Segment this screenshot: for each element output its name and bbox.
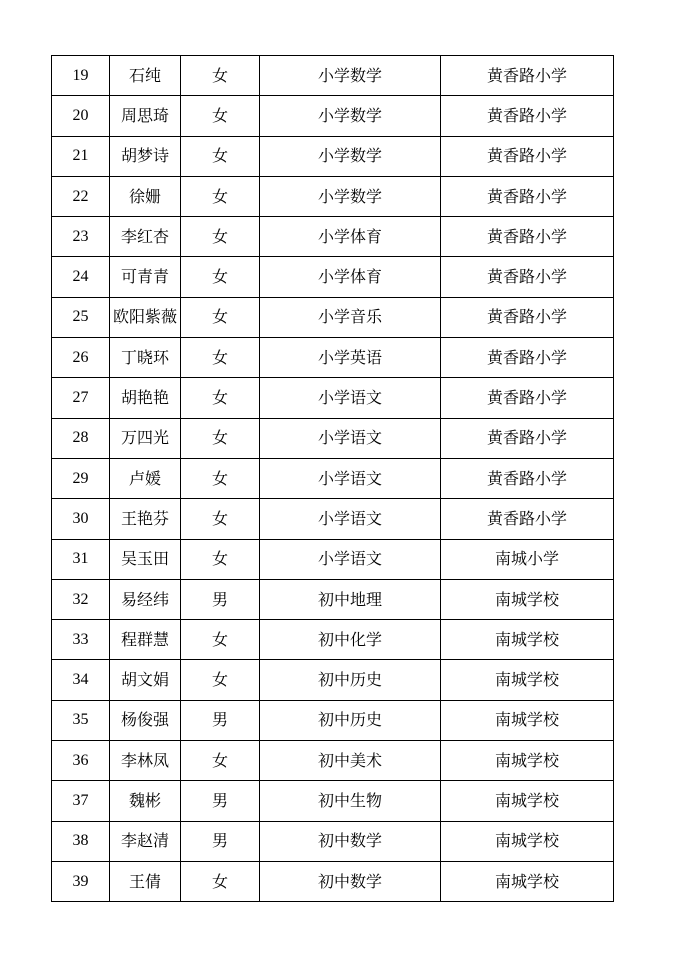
table-row bbox=[52, 257, 614, 297]
cell-number: 39 bbox=[52, 861, 110, 901]
cell-name: 万四光 bbox=[110, 418, 181, 458]
cell-school: 黄香路小学 bbox=[441, 458, 614, 498]
table-row bbox=[52, 96, 614, 136]
cell-name: 程群慧 bbox=[110, 620, 181, 660]
cell-number: 26 bbox=[52, 338, 110, 378]
table-row bbox=[52, 821, 614, 861]
cell-school: 南城学校 bbox=[441, 700, 614, 740]
cell-name: 王倩 bbox=[110, 861, 181, 901]
cell-number: 23 bbox=[52, 217, 110, 257]
cell-school: 南城学校 bbox=[441, 781, 614, 821]
cell-number: 29 bbox=[52, 458, 110, 498]
cell-school: 黄香路小学 bbox=[441, 499, 614, 539]
cell-gender: 女 bbox=[181, 378, 260, 418]
table-row bbox=[52, 539, 614, 579]
cell-name: 李林凤 bbox=[110, 741, 181, 781]
cell-name: 周思琦 bbox=[110, 96, 181, 136]
cell-number: 30 bbox=[52, 499, 110, 539]
cell-subject: 初中数学 bbox=[260, 861, 441, 901]
cell-subject: 小学数学 bbox=[260, 56, 441, 96]
cell-subject: 小学语文 bbox=[260, 539, 441, 579]
cell-subject: 小学语文 bbox=[260, 378, 441, 418]
cell-name: 李红杏 bbox=[110, 217, 181, 257]
cell-gender: 女 bbox=[181, 297, 260, 337]
cell-number: 38 bbox=[52, 821, 110, 861]
cell-school: 黄香路小学 bbox=[441, 378, 614, 418]
cell-name: 胡艳艳 bbox=[110, 378, 181, 418]
roster-table bbox=[51, 55, 614, 902]
cell-number: 24 bbox=[52, 257, 110, 297]
cell-subject: 初中历史 bbox=[260, 700, 441, 740]
cell-subject: 小学数学 bbox=[260, 176, 441, 216]
cell-subject: 小学体育 bbox=[260, 217, 441, 257]
cell-name: 杨俊强 bbox=[110, 700, 181, 740]
cell-number: 31 bbox=[52, 539, 110, 579]
table-row bbox=[52, 378, 614, 418]
table-row bbox=[52, 620, 614, 660]
cell-number: 25 bbox=[52, 297, 110, 337]
cell-gender: 女 bbox=[181, 499, 260, 539]
cell-subject: 初中化学 bbox=[260, 620, 441, 660]
cell-name: 欧阳紫薇 bbox=[110, 297, 181, 337]
cell-name: 李赵清 bbox=[110, 821, 181, 861]
cell-school: 南城学校 bbox=[441, 821, 614, 861]
table-row bbox=[52, 660, 614, 700]
cell-school: 黄香路小学 bbox=[441, 418, 614, 458]
table-row bbox=[52, 579, 614, 619]
cell-gender: 女 bbox=[181, 96, 260, 136]
cell-gender: 女 bbox=[181, 56, 260, 96]
table-row bbox=[52, 418, 614, 458]
cell-gender: 女 bbox=[181, 217, 260, 257]
cell-number: 28 bbox=[52, 418, 110, 458]
cell-name: 魏彬 bbox=[110, 781, 181, 821]
cell-subject: 小学数学 bbox=[260, 96, 441, 136]
table-row bbox=[52, 297, 614, 337]
cell-school: 黄香路小学 bbox=[441, 56, 614, 96]
cell-gender: 男 bbox=[181, 579, 260, 619]
cell-subject: 小学体育 bbox=[260, 257, 441, 297]
table-row bbox=[52, 741, 614, 781]
cell-gender: 女 bbox=[181, 176, 260, 216]
cell-gender: 女 bbox=[181, 458, 260, 498]
cell-gender: 女 bbox=[181, 620, 260, 660]
cell-number: 21 bbox=[52, 136, 110, 176]
cell-school: 南城学校 bbox=[441, 620, 614, 660]
cell-name: 易经纬 bbox=[110, 579, 181, 619]
cell-name: 王艳芬 bbox=[110, 499, 181, 539]
cell-gender: 女 bbox=[181, 136, 260, 176]
table-row bbox=[52, 861, 614, 901]
cell-subject: 小学语文 bbox=[260, 458, 441, 498]
cell-number: 22 bbox=[52, 176, 110, 216]
cell-number: 19 bbox=[52, 56, 110, 96]
table-row bbox=[52, 176, 614, 216]
cell-subject: 初中历史 bbox=[260, 660, 441, 700]
table-row bbox=[52, 499, 614, 539]
cell-subject: 小学音乐 bbox=[260, 297, 441, 337]
cell-school: 黄香路小学 bbox=[441, 338, 614, 378]
cell-name: 石纯 bbox=[110, 56, 181, 96]
cell-gender: 女 bbox=[181, 418, 260, 458]
cell-number: 20 bbox=[52, 96, 110, 136]
cell-subject: 初中美术 bbox=[260, 741, 441, 781]
cell-subject: 小学数学 bbox=[260, 136, 441, 176]
cell-school: 南城学校 bbox=[441, 861, 614, 901]
cell-school: 南城学校 bbox=[441, 579, 614, 619]
cell-gender: 女 bbox=[181, 741, 260, 781]
cell-subject: 小学语文 bbox=[260, 499, 441, 539]
cell-number: 32 bbox=[52, 579, 110, 619]
cell-number: 33 bbox=[52, 620, 110, 660]
cell-name: 徐姗 bbox=[110, 176, 181, 216]
cell-gender: 男 bbox=[181, 781, 260, 821]
cell-gender: 男 bbox=[181, 700, 260, 740]
roster-table-body bbox=[52, 56, 614, 902]
cell-gender: 女 bbox=[181, 338, 260, 378]
cell-subject: 初中数学 bbox=[260, 821, 441, 861]
cell-subject: 初中生物 bbox=[260, 781, 441, 821]
table-row bbox=[52, 56, 614, 96]
cell-number: 34 bbox=[52, 660, 110, 700]
table-row bbox=[52, 781, 614, 821]
cell-school: 黄香路小学 bbox=[441, 217, 614, 257]
cell-subject: 小学语文 bbox=[260, 418, 441, 458]
cell-name: 丁晓环 bbox=[110, 338, 181, 378]
table-row bbox=[52, 136, 614, 176]
cell-gender: 女 bbox=[181, 861, 260, 901]
cell-subject: 初中地理 bbox=[260, 579, 441, 619]
table-row bbox=[52, 458, 614, 498]
cell-number: 36 bbox=[52, 741, 110, 781]
table-row bbox=[52, 338, 614, 378]
cell-school: 黄香路小学 bbox=[441, 96, 614, 136]
cell-gender: 女 bbox=[181, 257, 260, 297]
cell-school: 黄香路小学 bbox=[441, 297, 614, 337]
cell-school: 黄香路小学 bbox=[441, 136, 614, 176]
cell-gender: 女 bbox=[181, 539, 260, 579]
cell-name: 吴玉田 bbox=[110, 539, 181, 579]
cell-number: 35 bbox=[52, 700, 110, 740]
cell-subject: 小学英语 bbox=[260, 338, 441, 378]
cell-number: 37 bbox=[52, 781, 110, 821]
cell-school: 黄香路小学 bbox=[441, 257, 614, 297]
cell-number: 27 bbox=[52, 378, 110, 418]
cell-name: 胡文娟 bbox=[110, 660, 181, 700]
cell-gender: 男 bbox=[181, 821, 260, 861]
cell-school: 南城学校 bbox=[441, 660, 614, 700]
cell-name: 卢媛 bbox=[110, 458, 181, 498]
cell-school: 南城学校 bbox=[441, 741, 614, 781]
table-row bbox=[52, 700, 614, 740]
cell-school: 南城小学 bbox=[441, 539, 614, 579]
cell-name: 胡梦诗 bbox=[110, 136, 181, 176]
cell-name: 可青青 bbox=[110, 257, 181, 297]
cell-gender: 女 bbox=[181, 660, 260, 700]
table-row bbox=[52, 217, 614, 257]
cell-school: 黄香路小学 bbox=[441, 176, 614, 216]
